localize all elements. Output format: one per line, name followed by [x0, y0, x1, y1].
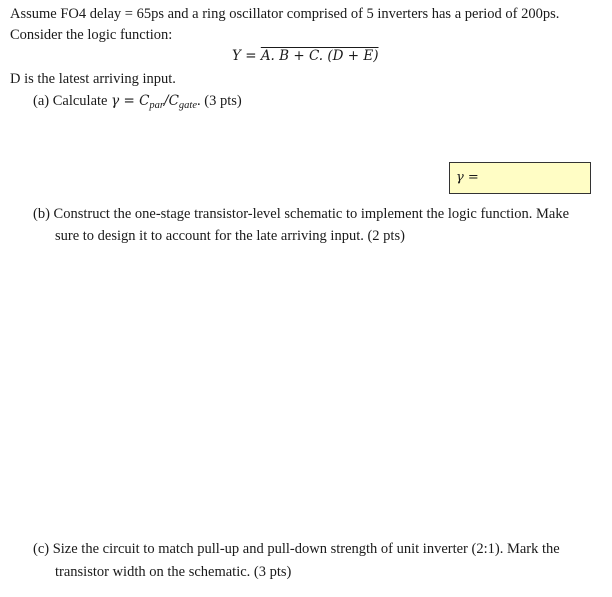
part-b-line-1: (b) Construct the one-stage transistor-level schematic to implement the logic function. Make: [33, 206, 570, 222]
gamma-answer-box[interactable]: [449, 162, 591, 194]
c-gate: C: [168, 93, 179, 109]
part-c-line-2: transistor width on the schematic. (3 pts): [55, 564, 292, 580]
intro-line-1: Assume FO4 delay = 65ps and a ring oscillator comprised of 5 inverters has a period of 200ps.: [10, 6, 560, 22]
gamma-symbol: γ =: [111, 93, 140, 109]
c-par-subscript: par: [149, 100, 164, 111]
fraction-slash: /: [164, 93, 169, 109]
part-b-line-2: sure to design it to account for the late arriving input. (2 pts): [55, 228, 405, 244]
part-a-question: [33, 92, 242, 112]
equation-lhs: Y =: [232, 48, 261, 64]
gamma-answer-label: γ =: [456, 170, 479, 185]
intro-line-2: Consider the logic function:: [10, 27, 173, 43]
c-par: C: [139, 93, 150, 109]
part-a-prefix: (a) Calculate: [33, 93, 112, 109]
part-a-suffix: . (3 pts): [196, 93, 242, 109]
part-c-line-1: (c) Size the circuit to match pull-up and pull-down strength of unit inverter (2:1). Mark the: [33, 541, 560, 557]
logic-equation: [232, 47, 379, 65]
equation-rhs: A. B + C. (D + E): [260, 48, 379, 64]
c-gate-subscript: gate: [178, 100, 197, 111]
late-input-note: D is the latest arriving input.: [10, 71, 176, 87]
